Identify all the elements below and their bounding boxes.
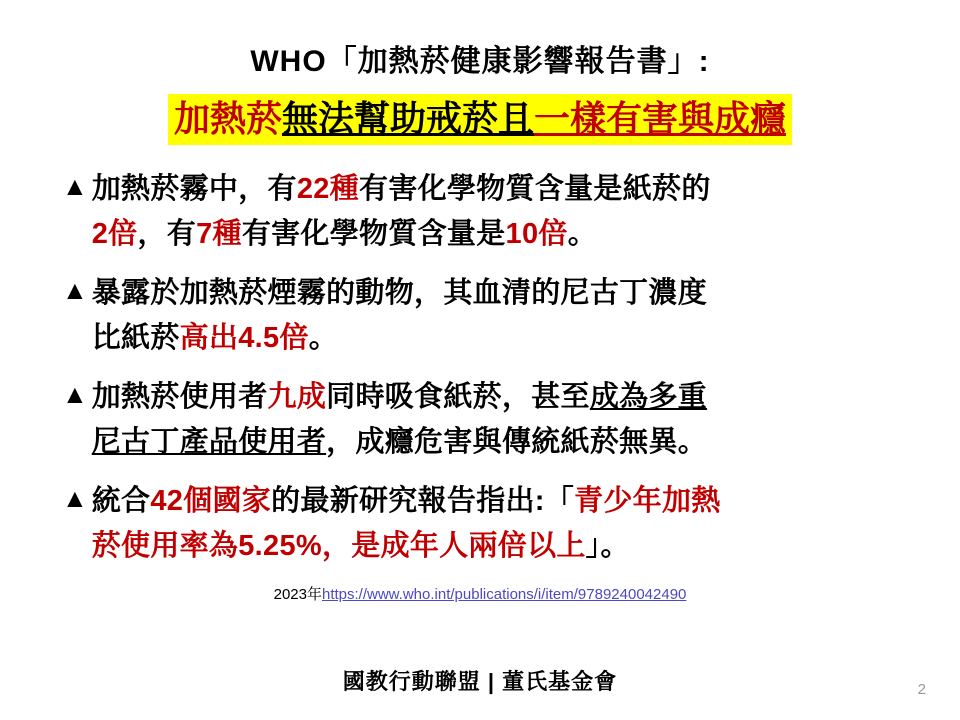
triangle-bullet-icon: ▲ [62, 482, 88, 513]
text-segment-0: 加熱菸霧中，有 [91, 173, 297, 205]
text-segment-0: 暴露於加熱菸煙霧的動物，其血清的尼古丁濃度 [91, 276, 708, 309]
text-segment-2: 有害化學物質含量是紙菸的 [359, 173, 711, 205]
text-segment-1: 比紙菸 [91, 321, 180, 354]
text-segment-0: 加熱菸使用者 [91, 380, 268, 413]
text-segment-0: 統合 [91, 484, 151, 517]
text-segment-3: 青少年加熱 [574, 484, 721, 517]
footer-organizations: 國教行動聯盟 | 董氏基金會 [342, 669, 618, 694]
source-citation [0, 583, 960, 604]
highlighted-subtitle [168, 94, 792, 145]
bullet-dual-use [62, 375, 904, 465]
text-segment-2: 同時吸食紙菸，甚至 [326, 380, 590, 413]
text-segment-3: 2倍 [91, 217, 138, 250]
text-segment-4: 菸使用率為5.25%，是成年人兩倍以上 [91, 529, 586, 562]
triangle-bullet-icon: ▲ [62, 274, 88, 305]
triangle-bullet-icon: ▲ [62, 171, 88, 201]
bullet-chemicals [62, 167, 904, 257]
text-segment-2: 的最新研究報告指出:「 [271, 484, 575, 517]
source-year: 2023年 [273, 585, 322, 603]
text-segment-4: 尼古丁產品使用者 [91, 425, 327, 458]
source-url-link[interactable]: https://www.who.int/publications/i/item/9789240042490 [321, 585, 687, 603]
footer [0, 665, 960, 696]
text-segment-5: 7種 [196, 217, 242, 250]
text-segment-1: 九成 [267, 380, 327, 413]
highlighted-subtitle-wrapper [0, 94, 960, 145]
bullet-text [92, 271, 707, 361]
subtitle-segment-2: 一樣有害與成癮 [534, 98, 787, 139]
bullet-text [92, 479, 721, 569]
text-segment-2: 高出4.5倍 [179, 321, 309, 354]
bullet-text [92, 167, 711, 257]
text-segment-5: 」。 [585, 529, 630, 562]
subtitle-segment-0: 加熱菸 [173, 98, 282, 139]
bullet-text [92, 375, 707, 465]
text-segment-1: 42個國家 [150, 484, 272, 517]
text-segment-8: 。 [567, 217, 597, 250]
bullet-youth [62, 479, 904, 569]
title-area [0, 0, 960, 145]
text-segment-5: ，成癮危害與傳統紙菸無異。 [326, 425, 708, 458]
page-title: WHO「加熱菸健康影響報告書」: [250, 45, 710, 78]
bullet-nicotine [62, 271, 904, 361]
bullet-list [0, 167, 960, 569]
text-segment-4: ，有 [137, 217, 197, 250]
text-segment-1: 22種 [296, 173, 360, 205]
text-segment-3: 。 [308, 321, 339, 354]
subtitle-segment-1: 無法幫助戒菸且 [281, 98, 534, 139]
triangle-bullet-icon: ▲ [62, 378, 88, 409]
text-segment-7: 10倍 [505, 217, 568, 250]
text-segment-3: 成為多重 [589, 380, 708, 413]
page-number: 2 [917, 681, 926, 698]
text-segment-6: 有害化學物質含量是 [241, 217, 506, 250]
